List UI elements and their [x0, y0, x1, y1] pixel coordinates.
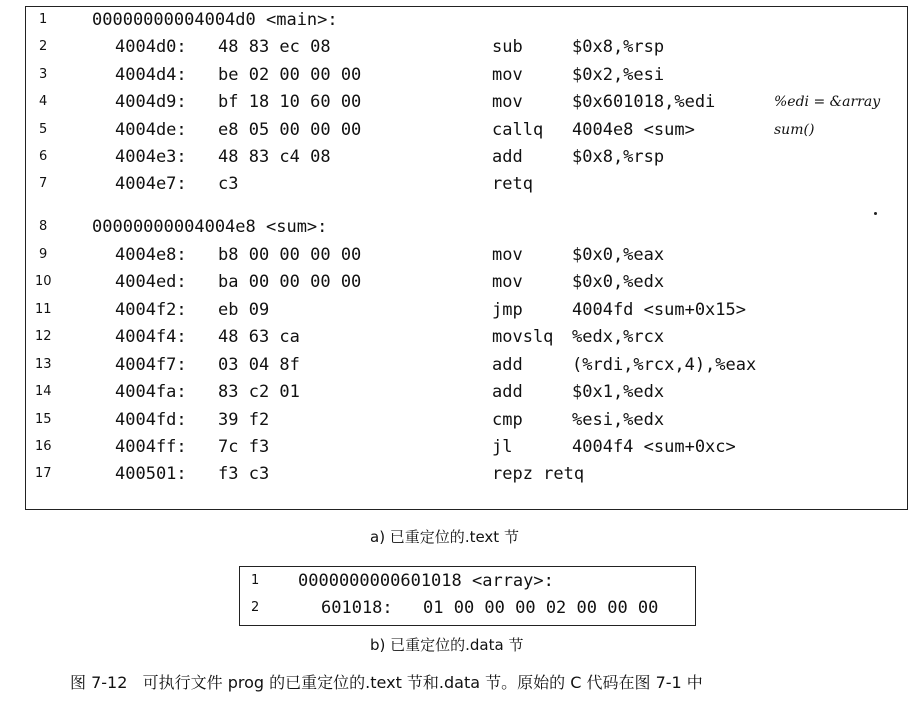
annotation-comment: sum()	[774, 122, 815, 138]
data-bytes: 01 00 00 00 02 00 00 00	[423, 598, 659, 618]
code-line	[26, 271, 905, 293]
line-number: 1	[39, 12, 48, 27]
operands: $0x0,%eax	[572, 245, 665, 265]
address: 4004e8:	[115, 245, 187, 265]
line-number: 10	[35, 274, 52, 289]
address: 4004de:	[115, 120, 187, 140]
machine-bytes: be 02 00 00 00	[218, 65, 362, 85]
operands: 4004f4 <sum+0xc>	[572, 437, 736, 457]
annotation-comment: %edi = &array	[774, 94, 881, 110]
code-line	[26, 436, 905, 458]
operands: %esi,%edx	[572, 410, 665, 430]
machine-bytes: eb 09	[218, 300, 270, 320]
line-number: 17	[35, 466, 52, 481]
line-number: 6	[39, 149, 48, 164]
machine-bytes: e8 05 00 00 00	[218, 120, 362, 140]
figure-caption	[70, 670, 703, 693]
line-number: 15	[35, 412, 52, 427]
data-section-listing	[239, 566, 696, 626]
line-number: 7	[39, 176, 48, 191]
operands: $0x2,%esi	[572, 65, 665, 85]
address: 4004ff:	[115, 437, 187, 457]
address: 4004fd:	[115, 410, 187, 430]
operands: $0x1,%edx	[572, 382, 665, 402]
address: 4004d0:	[115, 37, 187, 57]
operands: $0x8,%rsp	[572, 37, 665, 57]
machine-bytes: 48 83 ec 08	[218, 37, 331, 57]
code-line	[26, 119, 905, 141]
code-line	[26, 354, 905, 376]
operands: $0x8,%rsp	[572, 147, 665, 167]
line-number: 16	[35, 439, 52, 454]
machine-bytes: b8 00 00 00 00	[218, 245, 362, 265]
address: 400501:	[115, 464, 187, 484]
function-label: 00000000004004d0 <main>:	[92, 10, 338, 30]
machine-bytes: 7c f3	[218, 437, 270, 457]
operands: (%rdi,%rcx,4),%eax	[572, 355, 757, 375]
line-number: 8	[39, 219, 48, 234]
mnemonic: retq	[492, 174, 533, 194]
address: 4004d4:	[115, 65, 187, 85]
address: 4004e7:	[115, 174, 187, 194]
code-line	[26, 299, 905, 321]
mnemonic: add	[492, 147, 523, 167]
address: 4004e3:	[115, 147, 187, 167]
address: 4004f7:	[115, 355, 187, 375]
mnemonic: mov	[492, 245, 523, 265]
operands: 4004fd <sum+0x15>	[572, 300, 746, 320]
line-number: 2	[39, 39, 48, 54]
machine-bytes: f3 c3	[218, 464, 270, 484]
mnemonic: mov	[492, 92, 523, 112]
machine-bytes: ba 00 00 00 00	[218, 272, 362, 292]
figure-label: 图 7-12	[70, 673, 128, 692]
line-number: 9	[39, 247, 48, 262]
figure-text: 可执行文件 prog 的已重定位的.text 节和.data 节。原始的 C 代码在图 7-1 中	[142, 673, 703, 692]
code-line	[26, 216, 905, 238]
code-line	[26, 146, 905, 168]
operands: 4004e8 <sum>	[572, 120, 695, 140]
mnemonic: add	[492, 382, 523, 402]
text-section-listing	[25, 6, 908, 510]
machine-bytes: bf 18 10 60 00	[218, 92, 362, 112]
code-line	[26, 91, 905, 113]
operands: $0x601018,%edi	[572, 92, 716, 112]
function-label: 00000000004004e8 <sum>:	[92, 217, 328, 237]
address: 4004ed:	[115, 272, 187, 292]
code-line	[26, 409, 905, 431]
code-line	[26, 463, 905, 485]
code-line	[26, 9, 905, 31]
mnemonic: repz retq	[492, 464, 585, 484]
address: 4004f2:	[115, 300, 187, 320]
mnemonic: cmp	[492, 410, 523, 430]
mnemonic: callq	[492, 120, 544, 140]
address: 4004fa:	[115, 382, 187, 402]
mnemonic: mov	[492, 272, 523, 292]
machine-bytes: 48 83 c4 08	[218, 147, 331, 167]
address: 601018:	[321, 598, 393, 618]
code-line	[26, 244, 905, 266]
mnemonic: jl	[492, 437, 513, 457]
code-line	[26, 36, 905, 58]
machine-bytes: 83 c2 01	[218, 382, 300, 402]
code-line	[26, 173, 905, 195]
code-line	[26, 326, 905, 348]
machine-bytes: 39 f2	[218, 410, 270, 430]
machine-bytes: c3	[218, 174, 239, 194]
address: 4004f4:	[115, 327, 187, 347]
mnemonic: jmp	[492, 300, 523, 320]
text-section-caption: a) 已重定位的.text 节	[370, 528, 519, 546]
line-number: 4	[39, 94, 48, 109]
mnemonic: mov	[492, 65, 523, 85]
line-number: 3	[39, 67, 48, 82]
line-number: 13	[35, 357, 52, 372]
mnemonic: sub	[492, 37, 523, 57]
mnemonic: movslq	[492, 327, 554, 347]
data-line	[240, 597, 693, 619]
line-number: 12	[35, 329, 52, 344]
data-section-caption: b) 已重定位的.data 节	[370, 636, 524, 654]
code-line	[26, 64, 905, 86]
operands: $0x0,%edx	[572, 272, 665, 292]
code-line	[26, 381, 905, 403]
line-number: 11	[35, 302, 52, 317]
symbol-label: 0000000000601018 <array>:	[298, 571, 554, 591]
data-line	[240, 570, 693, 592]
line-number: 5	[39, 122, 48, 137]
operands: %edx,%rcx	[572, 327, 665, 347]
line-number: 1	[251, 573, 260, 588]
machine-bytes: 03 04 8f	[218, 355, 300, 375]
stray-dot	[874, 212, 877, 215]
machine-bytes: 48 63 ca	[218, 327, 300, 347]
line-number: 2	[251, 600, 260, 615]
line-number: 14	[35, 384, 52, 399]
mnemonic: add	[492, 355, 523, 375]
address: 4004d9:	[115, 92, 187, 112]
